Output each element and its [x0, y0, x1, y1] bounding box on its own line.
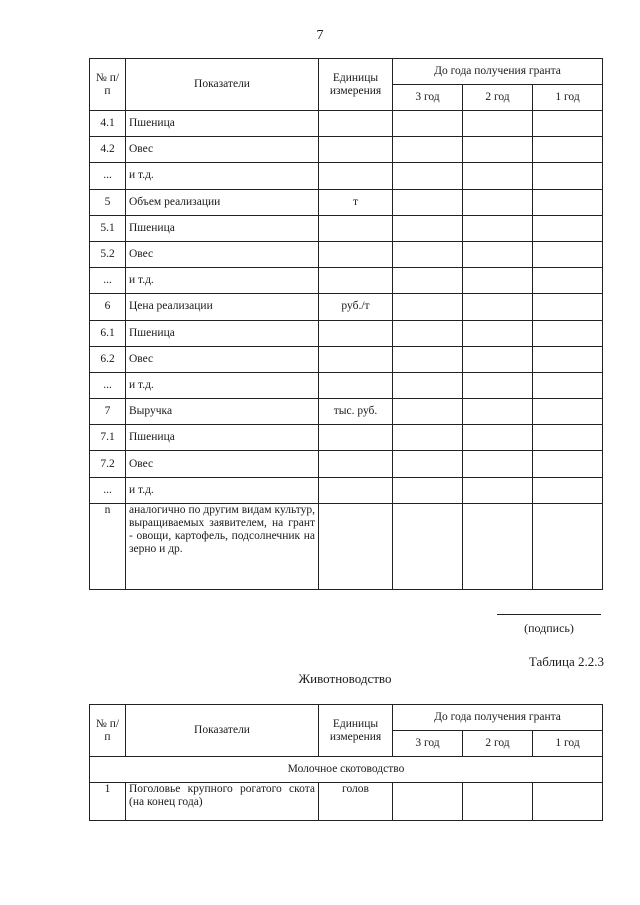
- row-unit: [319, 451, 393, 477]
- col-header-num: № п/п: [90, 705, 126, 757]
- row-unit: [319, 137, 393, 163]
- col-header-year-2: 2 год: [463, 85, 533, 111]
- row-unit: [319, 503, 393, 589]
- table-row: [90, 268, 603, 294]
- row-indicator: Цена реализации: [126, 294, 319, 320]
- value-cell-year-2[interactable]: [463, 268, 533, 294]
- value-cell-year-2[interactable]: [463, 320, 533, 346]
- value-cell-year-2[interactable]: [463, 189, 533, 215]
- value-cell-year-3[interactable]: [393, 294, 463, 320]
- value-cell-year-3[interactable]: [393, 241, 463, 267]
- value-cell-year-1[interactable]: [533, 215, 603, 241]
- value-cell-year-1[interactable]: [533, 451, 603, 477]
- value-cell-year-3[interactable]: [393, 189, 463, 215]
- row-unit: т: [319, 189, 393, 215]
- row-number: 7.1: [90, 425, 126, 451]
- row-indicator: Объем реализации: [126, 189, 319, 215]
- value-cell-year-1[interactable]: [533, 425, 603, 451]
- value-cell-year-3[interactable]: [393, 163, 463, 189]
- value-cell-year-1[interactable]: [533, 346, 603, 372]
- value-cell-year-3[interactable]: [393, 215, 463, 241]
- row-unit: [319, 215, 393, 241]
- row-unit: [319, 320, 393, 346]
- row-unit: руб./т: [319, 294, 393, 320]
- signature-label: (подпись): [524, 621, 574, 635]
- row-number: 5: [90, 189, 126, 215]
- row-number: ...: [90, 477, 126, 503]
- value-cell-year-3[interactable]: [393, 503, 463, 589]
- value-cell-year-1[interactable]: [533, 163, 603, 189]
- row-number: ...: [90, 372, 126, 398]
- page-number: 7: [316, 28, 324, 43]
- row-indicator: Пшеница: [126, 215, 319, 241]
- row-indicator: Овес: [126, 451, 319, 477]
- row-number: ...: [90, 163, 126, 189]
- row-indicator: и т.д.: [126, 372, 319, 398]
- value-cell-year-2[interactable]: [463, 346, 533, 372]
- table-row: [90, 372, 603, 398]
- value-cell-year-3[interactable]: [393, 477, 463, 503]
- row-indicator: Поголовье крупного рогатого скота (на конец года): [126, 783, 319, 821]
- table-row: [90, 294, 603, 320]
- col-header-year-1: 1 год: [533, 85, 603, 111]
- value-cell-year-3[interactable]: [393, 783, 463, 821]
- table-row: [90, 346, 603, 372]
- table-row: [90, 137, 603, 163]
- table-row: [90, 215, 603, 241]
- row-number: 7.2: [90, 451, 126, 477]
- row-indicator: Пшеница: [126, 320, 319, 346]
- row-indicator: Пшеница: [126, 111, 319, 137]
- row-number: 7: [90, 399, 126, 425]
- section-title: Животноводство: [298, 671, 392, 686]
- value-cell-year-1[interactable]: [533, 294, 603, 320]
- col-header-num: № п/п: [90, 59, 126, 111]
- value-cell-year-1[interactable]: [533, 137, 603, 163]
- row-number: 1: [90, 783, 126, 821]
- value-cell-year-1[interactable]: [533, 399, 603, 425]
- value-cell-year-3[interactable]: [393, 425, 463, 451]
- table-header-row: [90, 59, 603, 85]
- signature-line: [497, 614, 601, 615]
- col-header-year-3: 3 год: [393, 85, 463, 111]
- row-indicator: и т.д.: [126, 268, 319, 294]
- value-cell-year-1[interactable]: [533, 241, 603, 267]
- value-cell-year-1[interactable]: [533, 477, 603, 503]
- value-cell-year-2[interactable]: [463, 477, 533, 503]
- table-row: [90, 163, 603, 189]
- row-number: 6.1: [90, 320, 126, 346]
- col-header-year-2: 2 год: [463, 731, 533, 757]
- row-unit: [319, 111, 393, 137]
- row-number: 5.2: [90, 241, 126, 267]
- row-number: ...: [90, 268, 126, 294]
- row-unit: [319, 425, 393, 451]
- value-cell-year-2[interactable]: [463, 451, 533, 477]
- row-unit: [319, 477, 393, 503]
- table-row: [90, 425, 603, 451]
- row-unit: [319, 163, 393, 189]
- value-cell-year-2[interactable]: [463, 783, 533, 821]
- value-cell-year-2[interactable]: [463, 294, 533, 320]
- value-cell-year-3[interactable]: [393, 268, 463, 294]
- row-indicator: и т.д.: [126, 477, 319, 503]
- value-cell-year-2[interactable]: [463, 163, 533, 189]
- row-indicator: Овес: [126, 346, 319, 372]
- section-row-label: Молочное скотоводство: [90, 757, 603, 783]
- value-cell-year-1[interactable]: [533, 268, 603, 294]
- table-row: [90, 451, 603, 477]
- value-cell-year-3[interactable]: [393, 320, 463, 346]
- row-indicator: Пшеница: [126, 425, 319, 451]
- table-row: [90, 111, 603, 137]
- value-cell-year-2[interactable]: [463, 215, 533, 241]
- value-cell-year-1[interactable]: [533, 783, 603, 821]
- table-caption: Таблица 2.2.3: [528, 654, 604, 669]
- row-indicator: и т.д.: [126, 163, 319, 189]
- row-indicator: Выручка: [126, 399, 319, 425]
- row-indicator: Овес: [126, 137, 319, 163]
- value-cell-year-3[interactable]: [393, 372, 463, 398]
- value-cell-year-1[interactable]: [533, 111, 603, 137]
- row-indicator: Овес: [126, 241, 319, 267]
- table-row: [90, 783, 603, 821]
- table-header-row: [90, 705, 603, 731]
- value-cell-year-3[interactable]: [393, 137, 463, 163]
- row-number: 4.2: [90, 137, 126, 163]
- row-unit: [319, 372, 393, 398]
- value-cell-year-1[interactable]: [533, 320, 603, 346]
- row-unit: [319, 268, 393, 294]
- livestock-indicators-table: [89, 704, 603, 821]
- row-unit: голов: [319, 783, 393, 821]
- value-cell-year-3[interactable]: [393, 399, 463, 425]
- row-number: 6: [90, 294, 126, 320]
- col-header-indicators: Показатели: [126, 705, 319, 757]
- value-cell-year-2[interactable]: [463, 372, 533, 398]
- value-cell-year-1[interactable]: [533, 189, 603, 215]
- value-cell-year-3[interactable]: [393, 346, 463, 372]
- value-cell-year-1[interactable]: [533, 372, 603, 398]
- row-number: n: [90, 503, 126, 589]
- row-unit: [319, 241, 393, 267]
- value-cell-year-2[interactable]: [463, 137, 533, 163]
- col-header-indicators: Показатели: [126, 59, 319, 111]
- crop-indicators-table: [89, 58, 603, 590]
- col-header-year-3: 3 год: [393, 731, 463, 757]
- col-header-units: Единицы измерения: [319, 59, 393, 111]
- col-header-years-group: До года получения гранта: [393, 59, 603, 85]
- table-row: [90, 241, 603, 267]
- row-number: 4.1: [90, 111, 126, 137]
- value-cell-year-2[interactable]: [463, 503, 533, 589]
- row-number: 5.1: [90, 215, 126, 241]
- value-cell-year-2[interactable]: [463, 399, 533, 425]
- table-row: [90, 320, 603, 346]
- row-unit: тыс. руб.: [319, 399, 393, 425]
- table-row: [90, 503, 603, 589]
- value-cell-year-3[interactable]: [393, 111, 463, 137]
- value-cell-year-2[interactable]: [463, 425, 533, 451]
- value-cell-year-2[interactable]: [463, 111, 533, 137]
- row-number: 6.2: [90, 346, 126, 372]
- value-cell-year-1[interactable]: [533, 503, 603, 589]
- table-row: [90, 399, 603, 425]
- value-cell-year-3[interactable]: [393, 451, 463, 477]
- row-indicator: аналогично по другим видам культур, выращиваемых заявителем, на грант - овощи, картофель, подсолнечник на зерно и др.: [126, 503, 319, 589]
- col-header-units: Единицы измерения: [319, 705, 393, 757]
- section-row: [90, 757, 603, 783]
- value-cell-year-2[interactable]: [463, 241, 533, 267]
- row-unit: [319, 346, 393, 372]
- col-header-years-group: До года получения гранта: [393, 705, 603, 731]
- table-row: [90, 189, 603, 215]
- col-header-year-1: 1 год: [533, 731, 603, 757]
- table-row: [90, 477, 603, 503]
